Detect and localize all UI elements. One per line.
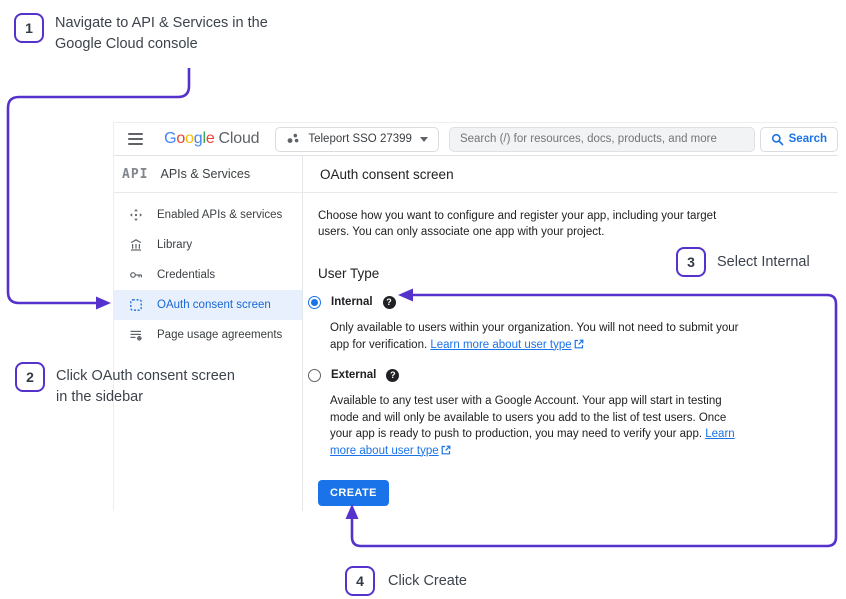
user-type-option-internal [308, 294, 838, 310]
step-label-1 [55, 13, 268, 55]
external-link-icon [574, 339, 584, 349]
step-label-line: Select Internal [717, 254, 810, 270]
step-label-2 [56, 366, 235, 408]
external-description-text: Available to any test user with a Google Account. Your app will start in testing mode and will only be available to users you add to the list of test users. Once your app is ready to push to production, you may need to verify your app. [330, 395, 727, 440]
external-link-icon [441, 445, 451, 455]
external-description [330, 393, 748, 459]
search-button-label: Search [788, 133, 827, 145]
sidebar-header [114, 156, 302, 193]
external-radio[interactable] [308, 369, 321, 382]
logo-letter: l [202, 130, 206, 147]
sidebar-item-label: Credentials [157, 269, 216, 281]
page-usage-icon [129, 328, 143, 342]
project-name: Teleport SSO 27399 [308, 133, 412, 145]
sidebar-item-label: Enabled APIs & services [157, 209, 283, 221]
chevron-down-icon [420, 137, 428, 142]
step-label-line: Click Create [388, 573, 467, 589]
logo-letter: o [185, 130, 194, 147]
step-label-4 [388, 571, 467, 592]
step-number: 3 [687, 254, 695, 270]
sidebar [114, 156, 303, 511]
sidebar-item-enabled-apis[interactable] [114, 200, 302, 230]
learn-more-link[interactable]: Learn more about user type [330, 428, 735, 457]
api-product-icon: API [122, 166, 149, 182]
step-badge-2 [15, 362, 45, 392]
sidebar-item-label: OAuth consent screen [157, 299, 271, 311]
help-icon[interactable]: ? [383, 296, 396, 309]
step-label-line: in the sidebar [56, 389, 144, 405]
step-number: 1 [25, 20, 33, 36]
internal-description-text: Only available to users within your organization. You will not need to submit your app for verification. [330, 322, 739, 351]
search-bar[interactable] [449, 127, 755, 152]
page-title: OAuth consent screen [320, 166, 454, 182]
google-cloud-console-window [113, 122, 838, 511]
sidebar-item-oauth-consent-screen[interactable] [114, 290, 302, 320]
user-type-option-external [308, 367, 838, 383]
step-badge-1 [14, 13, 44, 43]
library-icon [129, 238, 143, 252]
sidebar-item-library[interactable] [114, 230, 302, 260]
sidebar-product-name: APIs & Services [160, 167, 251, 181]
help-icon[interactable]: ? [386, 369, 399, 382]
oauth-consent-icon [129, 298, 143, 312]
key-icon [129, 268, 143, 282]
sidebar-nav [114, 193, 302, 350]
step-label-line: Navigate to API & Services in the [55, 15, 268, 31]
logo-letter: o [176, 130, 186, 147]
external-label: External [331, 369, 377, 381]
step-badge-4 [345, 566, 375, 596]
menu-icon[interactable] [128, 133, 143, 145]
step-number: 4 [356, 573, 364, 589]
intro-text: Choose how you want to configure and register your app, including your target users. You can only associate one app with your project. [318, 210, 717, 238]
step-badge-3 [676, 247, 706, 277]
learn-more-link[interactable]: Learn more about user type [430, 338, 572, 351]
enabled-apis-icon [129, 208, 143, 222]
search-input[interactable] [460, 133, 744, 145]
sidebar-item-credentials[interactable] [114, 260, 302, 290]
logo-letter: e [205, 130, 215, 147]
search-icon [771, 133, 784, 146]
main-panel [303, 156, 838, 511]
console-header [114, 123, 838, 156]
sidebar-item-label: Library [157, 239, 193, 251]
step-label-line: Google Cloud console [55, 36, 198, 52]
search-button[interactable] [760, 127, 838, 152]
internal-label: Internal [331, 296, 373, 308]
project-selector[interactable] [275, 127, 439, 152]
arrowhead-oauth-sidebar [96, 297, 111, 310]
sidebar-item-label: Page usage agreements [157, 329, 283, 341]
step-label-line: Click OAuth consent screen [56, 368, 235, 384]
step-label-3 [717, 252, 810, 273]
create-button[interactable]: CREATE [318, 480, 389, 506]
google-cloud-logo [164, 130, 259, 148]
step-number: 2 [26, 369, 34, 385]
user-type-heading: User Type [318, 266, 380, 281]
internal-description [330, 320, 748, 353]
internal-radio[interactable] [308, 296, 321, 309]
sidebar-item-page-usage-agreements[interactable] [114, 320, 302, 350]
project-icon [286, 132, 300, 146]
logo-letter: G [164, 130, 177, 147]
logo-letter: g [193, 130, 203, 147]
logo-cloud-text: Cloud [218, 130, 260, 147]
